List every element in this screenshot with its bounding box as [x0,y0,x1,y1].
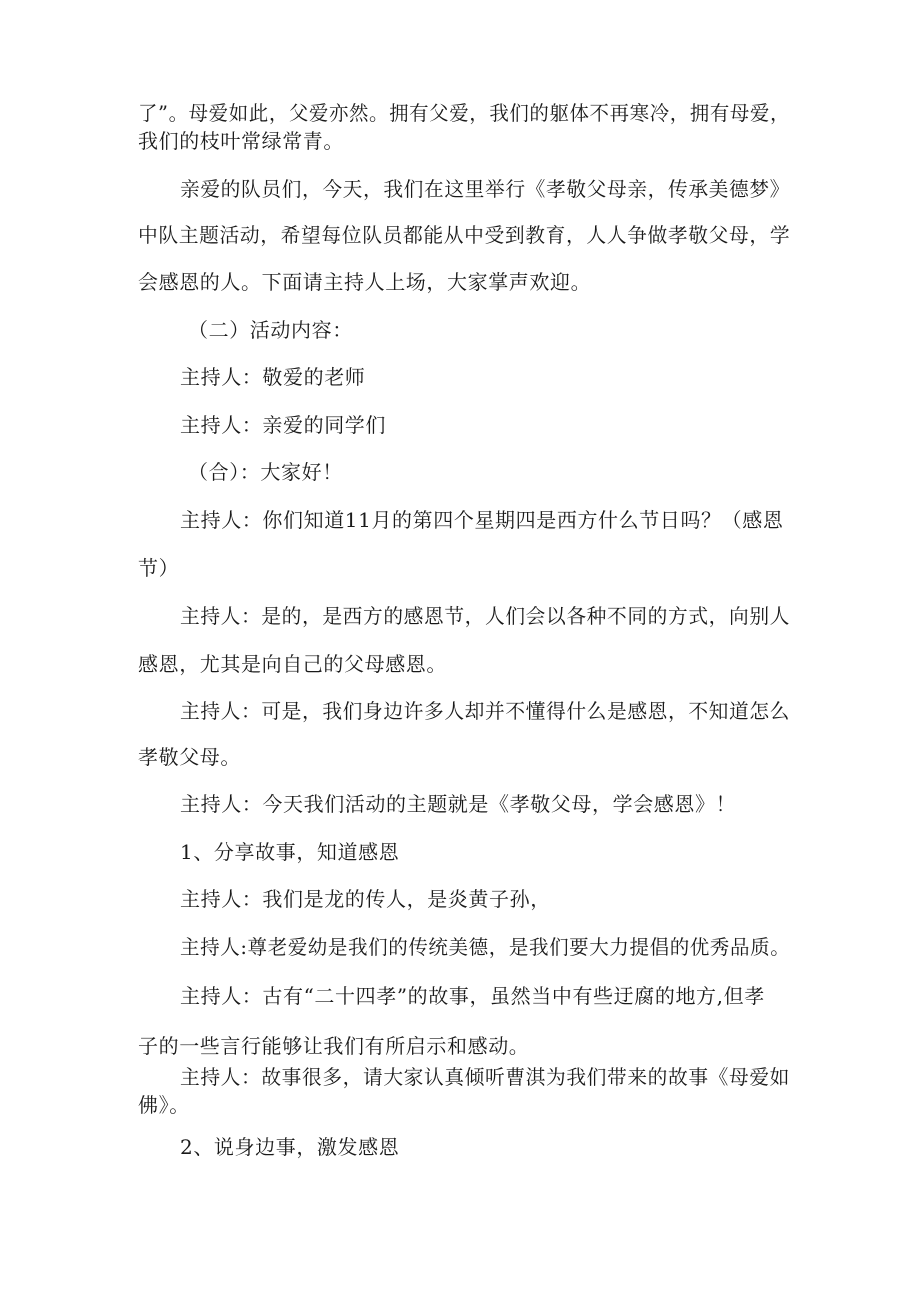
text-line: 主持人：是的，是西方的感恩节，人们会以各种不同的方式，向别人 [180,604,790,628]
text-line: 子的一些言行能够让我们有所启示和感动。 [138,1034,530,1058]
text-line: 主持人：故事很多，请大家认真倾听曹淇为我们带来的故事《母爱如 [180,1065,790,1089]
text-line: 主持人：敬爱的老师 [180,365,366,389]
text-line: 主持人:尊老爱幼是我们的传统美德，是我们要大力提倡的优秀品质。 [180,935,791,959]
section-heading: （二）活动内容： [188,318,353,342]
text-line: 了”。母爱如此，父爱亦然。拥有父爱，我们的躯体不再寒冷，拥有母爱， [138,101,791,125]
text-line: 会感恩的人。下面请主持人上场，大家掌声欢迎。 [138,270,592,294]
text-line: 主持人：可是，我们身边许多人却并不懂得什么是感恩，不知道怎么 [180,699,790,723]
text-line: 感恩，尤其是向自己的父母感恩。 [138,652,447,676]
text-line: 亲爱的队员们，今天，我们在这里举行《孝敬父母亲，传承美德梦》 [180,177,790,201]
section-heading: 1、分享故事，知道感恩 [180,840,400,864]
text-line: 节） [138,556,180,580]
text-line: 主持人：我们是龙的传人，是炎黄子孙， [180,887,551,911]
text-line: （合）：大家好！ [188,460,343,484]
text-line: 佛》。 [138,1093,190,1117]
text-line: 中队主题活动，希望每位队员都能从中受到教育，人人争做孝敬父母，学 [138,223,791,247]
text-line: 主持人：亲爱的同学们 [180,413,386,437]
text-line: 孝敬父母。 [138,745,241,769]
section-heading: 2、说身边事，激发感恩 [180,1135,400,1159]
text-line: 主持人：古有“二十四孝”的故事，虽然当中有些迂腐的地方,但孝 [180,984,765,1008]
text-line: 主持人：你们知道11月的第四个星期四是西方什么节日吗？（感恩 [180,508,784,532]
text-line: 我们的枝叶常绿常青。 [138,129,344,153]
text-line: 主持人：今天我们活动的主题就是《孝敬父母，学会感恩》！ [180,792,737,816]
